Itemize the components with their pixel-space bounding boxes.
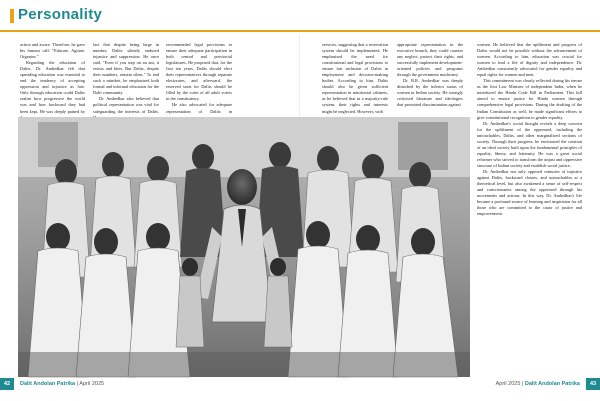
section-title: Personality [18,6,103,23]
paragraph: Dr. Ambedkar's social thought reveals a deep concern for the upliftment of the oppressed, including the untouchables, Dalits, and other marginalized sections of society. Through their progress, he envisioned the creation of an ideal society built upon the fundamental principles of equality, liberty, and fraternity. He was a great social reformer who strived to transform the unjust and oppressive structure of Indian society and establish social justice. [477,120,582,168]
text-column-1 [20,42,85,112]
page-number-right: 43 [586,378,600,390]
page-number-left: 42 [0,378,14,390]
text-column-5 [397,42,463,110]
group-photo [18,117,470,377]
paragraph: action and aware. Therefore, he gave his famous call: "Educate, Agitate, Organise." [20,42,85,60]
text-column-4 [322,42,388,114]
header-rule [0,30,600,32]
issue-date: April 2025 | [495,381,524,387]
text-column-6 [477,42,582,380]
paragraph: Regarding the education of Dalits, Dr. Ambedkar felt that spreading education was essential to end the tendency of accepting oppression and injustice as fate. Only through education could Dalits realise how progressive the world was and how backward they had been kept. He was deeply pained by [20,60,85,114]
text-column-3 [166,42,232,114]
paragraph: women. He believed that the upliftment and progress of Dalits would not be possible without the advancement of women. According to him, education was crucial for women to lead a life of dignity and independence. Dr. Ambedkar consistently advocated for gender equality and equal rights for women and men. [477,42,582,78]
paragraph: appropriate representation in the executive branch, they could counter any neglect, protect their rights, and successfully implement development-oriented policies and programs through the government machinery. [397,42,463,78]
paragraph: This commitment was clearly reflected during his tenure as the first Law Minister of independent India, when he introduced the Hindu Code Bill in Parliament. This bill aimed to ensure justice for Hindu women through comprehensive legal provisions. During the drafting of the Indian Constitution as well, he made significant efforts to give constitutional recognition to gender equality. [477,78,582,120]
text-column-2 [93,42,159,114]
paragraph: Dr. Ambedkar also believed that political representation was vital for safeguarding the interests of Dalits. [93,96,159,114]
paragraph: He also advocated for adequate representation of Dalits in [166,102,232,114]
magazine-name: Dalit Andolan Patrika [20,381,76,387]
paragraph: services, suggesting that a reservation system should be implemented. He emphasised the need for constitutional and legal provisions to ensure fair inclusion of Dalits in employment and decision-making bodies. According to him, Dalits should also be given sufficient representation in ministerial cabinets, as he believed that in a majority-rule system, their rights and interests might be neglected. However, with [322,42,388,114]
paragraph: Dr. Ambedkar not only opposed centuries of injustice against Dalits, backward classes, and untouchables at a theoretical level, but also awakened a sense of self-respect and consciousness among the oppressed through his movements and actions. In this way, Dr. Ambedkar's life became a profound source of learning and inspiration for all those who are committed to the cause of justice and empowerment. [477,168,582,217]
magazine-name: Dalit Andolan Patrika [524,381,580,387]
paragraph: Dr. B.R. Ambedkar was deeply disturbed by the inferior status of women in Indian society. He strongly criticised literature and ideologies that promoted discrimination against [397,78,463,108]
paragraph: fact that despite being large in number, Dalits silently endured injustice and suppression. He once said, "Even if you step on an ant, it resists and bites. But Dalits, despite their numbers, remain silent." To end such a mindset, he emphasised both formal and informal education for the Dalit community. [93,42,159,96]
page-footer [0,378,600,390]
footer-right-text [496,378,580,390]
paragraph: recommended legal provisions to ensure their adequate participation in both central and provincial legislatures. He proposed that, for the first ten years, Dalits should elect their representatives through separate electorates, and afterward, the reserved seats for Dalits should be filled by the votes of all adult voters in the constituency. [166,42,232,102]
section-header [0,0,600,30]
issue-date: | April 2025 [76,381,105,387]
header-accent-bar [10,9,14,23]
footer-left-text [20,378,104,390]
